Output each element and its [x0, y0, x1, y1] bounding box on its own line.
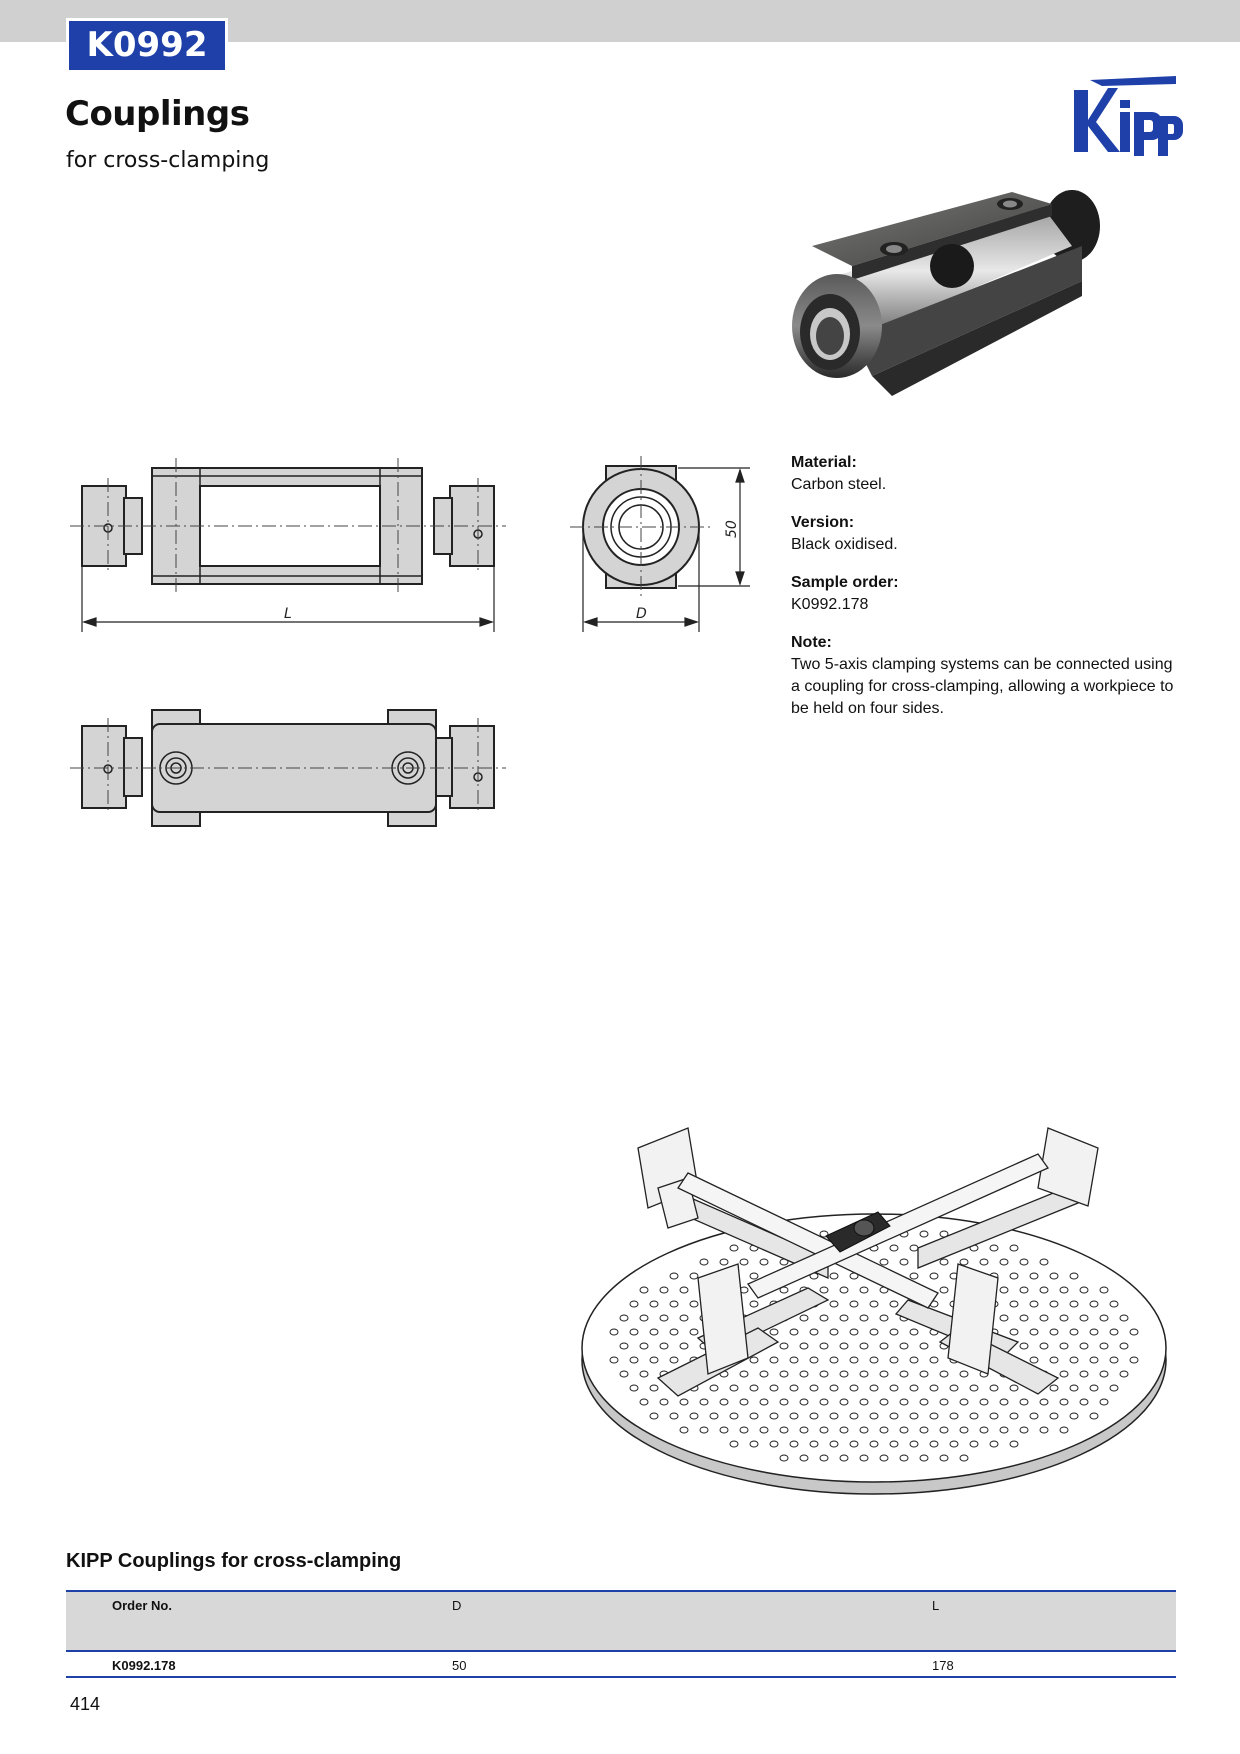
- product-code-box: [66, 18, 228, 73]
- product-table: [66, 1590, 1176, 1678]
- sample-order-block: [791, 572, 1181, 616]
- table-title: KIPP Couplings for cross-clamping: [66, 1550, 402, 1572]
- page-number: 414: [70, 1694, 101, 1714]
- material-value: Carbon steel.: [791, 476, 887, 493]
- coupling-photo: [782, 186, 1122, 422]
- note-block: [791, 632, 1181, 720]
- dim-50-label: 50: [724, 520, 740, 538]
- material-block: [791, 452, 1181, 496]
- product-code: K0992: [69, 21, 225, 70]
- kipp-logo: [1072, 76, 1186, 158]
- dim-L-label: L: [284, 606, 292, 622]
- note-label: Note:: [791, 634, 832, 651]
- cell-order-no: K0992.178: [112, 1658, 176, 1673]
- sample-order-value: K0992.178: [791, 596, 869, 613]
- col-header-order-no: Order No.: [112, 1598, 172, 1613]
- application-illustration: [578, 1128, 1170, 1496]
- technical-drawing: [70, 448, 740, 848]
- table-header: [66, 1590, 1176, 1650]
- version-value: Black oxidised.: [791, 536, 898, 553]
- version-label: Version:: [791, 514, 855, 531]
- cell-l: 178: [932, 1658, 954, 1673]
- sample-order-label: Sample order:: [791, 574, 899, 591]
- note-value: Two 5-axis clamping systems can be connected using a coupling for cross-clamping, allowing a workpiece to be held on four sides.: [791, 656, 1174, 717]
- page-title: Couplings: [65, 94, 250, 134]
- table-row: [66, 1650, 1176, 1678]
- material-label: Material:: [791, 454, 857, 471]
- dim-D-label: D: [636, 606, 647, 622]
- version-block: [791, 512, 1181, 556]
- page-subtitle: for cross-clamping: [66, 148, 270, 173]
- col-header-d: D: [452, 1598, 462, 1613]
- col-header-l: L: [932, 1598, 940, 1613]
- cell-d: 50: [452, 1658, 467, 1673]
- product-info: [791, 452, 1181, 736]
